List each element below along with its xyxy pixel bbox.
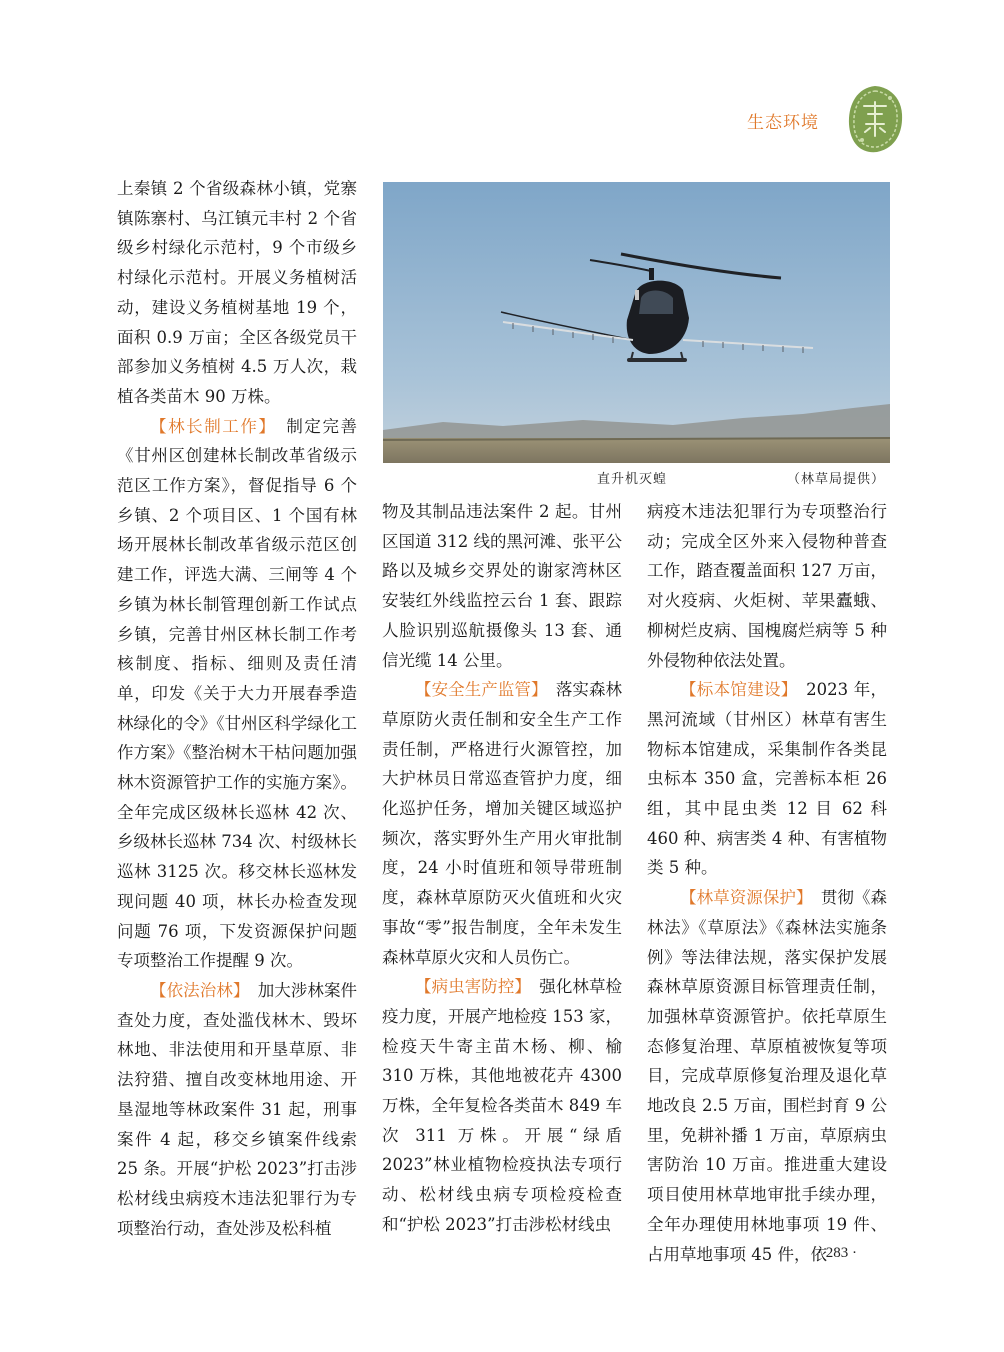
paragraph-body: 2023 年，黑河流域（甘州区）林草有害生物标本馆建成，采集制作各类昆虫标本 350 盒，完善标本柜 26 组，其中昆虫类 12 目 62 科 460 种、病害类 4 种、有害植物类 5 种。	[647, 680, 888, 878]
section-label: 生态环境	[747, 113, 819, 133]
paragraph-body: 制定完善《甘州区创建林长制改革省级示范区工作方案》，督促指导 6 个乡镇、2 个项目区、1 个国有林场开展林长制改革省级示范区创建工作，评选大满、三闸等 4 个乡镇为林长制管理创新工作试点乡镇，完善甘州区林长制工作考核制度、指标、细则及责任清单，印发《关于大力开展春季造林绿化的令》《甘州区科学绿化工作方案》《整治树木干枯问题加强林木资源管护工作的实施方案》。全年完成区级林长巡林 42 次、乡级林长巡林 734 次、村级林长巡林 3125 次。移交林长巡林发现问题 40 项，林长办检查发现问题 76 项，下发资源保护问题专项整治工作提醒 9 次。	[117, 416, 358, 971]
helicopter-photo	[383, 182, 890, 463]
paragraph-law-based-governance	[117, 976, 357, 1243]
text-column-3	[647, 497, 887, 1269]
page-number: · 283 ·	[817, 1245, 857, 1261]
paragraph-body: 贯彻《森林法》《草原法》《森林法实施条例》等法律法规，落实保护发展森林草原资源目标管理责任制，加强林草资源管护。依托草原生态修复治理、草原植被恢复等项目，完成草原修复治理及退化草地改良 2.5 万亩，围栏封育 9 公里，免耕补播 1 万亩，草原病虫害防治 10 万亩。推进重大建设项目使用林草地审批手续办理，全年办理使用林地事项 19 件、占用草地事项 45 件，依	[647, 888, 887, 1264]
paragraph-continued: 物及其制品违法案件 2 起。甘州区国道 312 线的黑河滩、张平公路以及城乡交界处的谢家湾林区安装红外线监控云台 1 套、跟踪人脸识别巡航摄像头 13 套、通信光缆 14 公里。	[382, 502, 622, 670]
photo-credit: （林草局提供）	[787, 472, 886, 487]
paragraph-afforestation-continued: 上秦镇 2 个省级森林小镇，党寨镇陈寨村、乌江镇元丰村 2 个省级乡村绿化示范村，9 个市级乡村绿化示范村。开展义务植树活动，建设义务植树基地 19 个，面积 0.9 万亩；全区各级党员干部参加义务植树 4.5 万人次，栽植各类苗木 90 万株。	[117, 179, 357, 406]
paragraph-pest-control	[382, 972, 622, 1239]
paragraph-body: 加大涉林案件查处力度，查处滥伐林木、毁坏林地、非法使用和开垦草原、非法狩猎、擅自改变林地用途、开垦湿地等林政案件 31 起，刑事案件 4 起，移交乡镇案件线索 25 条。开展“护松 2023”打击涉松材线虫病疫木违法犯罪行为专项整治行动，查处涉及松科植	[117, 980, 357, 1238]
paragraph-body: 强化林草检疫力度，开展产地检疫 153 家，检疫天牛寄主苗木杨、柳、榆 310 万株，其他地被花卉 4300 万株，全年复检各类苗木 849 车次 311 万株。开展“绿盾 2023”林业植物检疫执法专项行动、松材线虫病专项检疫检查和“护松 2023”打击涉松材线虫	[382, 977, 622, 1234]
paragraph-continued: 病疫木违法犯罪行为专项整治行动；完成全区外来入侵物种普查工作，踏查覆盖面积 127 万亩，对火疫病、火炬树、苹果蠹蛾、柳树烂皮病、国槐腐烂病等 5 种外侵物种依法处置。	[647, 502, 887, 670]
paragraph-resource-protection	[647, 883, 887, 1269]
green-seal-emblem-icon	[846, 84, 904, 154]
section-heading: 【林草资源保护】	[680, 888, 805, 908]
section-heading: 【标本馆建设】	[680, 680, 790, 700]
paragraph-safety-supervision	[382, 675, 622, 972]
paragraph-body: 落实森林草原防火责任制和安全生产工作责任制，严格进行火源管控，加大护林员日常巡查管护力度，细化巡护任务，增加关键区域巡护频次，落实野外生产用火审批制度，24 小时值班和领导带班制度，森林草原防灭火值班和火灾事故“零”报告制度，全年未发生森林草原火灾和人员伤亡。	[382, 680, 622, 967]
paragraph-forest-chief-system	[117, 412, 357, 976]
photo-caption: 直升机灭蝗	[597, 472, 668, 487]
section-heading: 【安全生产监管】	[415, 680, 540, 700]
text-column-2	[382, 497, 622, 1240]
section-heading: 【依法治林】	[150, 980, 242, 1000]
section-heading: 【林长制工作】	[150, 416, 269, 436]
paragraph-specimen-museum	[647, 675, 887, 883]
section-heading: 【病虫害防控】	[415, 977, 523, 997]
text-column-1	[117, 174, 357, 1243]
